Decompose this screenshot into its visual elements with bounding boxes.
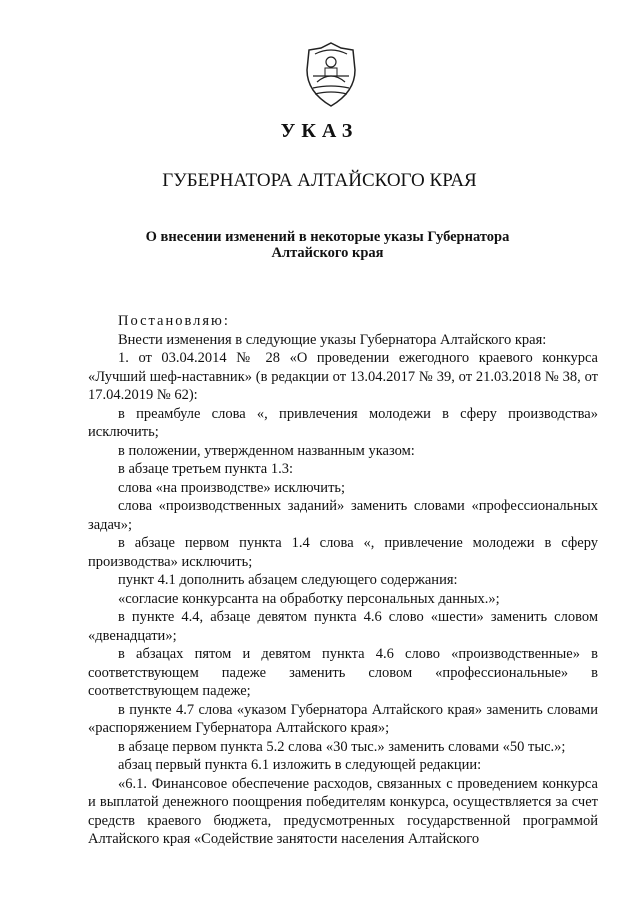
document-body [88,312,598,849]
document-heading: О внесении изменений в некоторые указы Губернатора Алтайского края [145,229,510,261]
paragraph: «согласие конкурсанта на обработку персональных данных.»; [118,590,500,607]
paragraph: в абзаце третьем пункта 1.3: [118,461,294,477]
paragraph: пункт 4.1 дополнить абзацем следующего содержания: [118,572,458,588]
paragraph: 1. от 03.04.2014 № 28 «О проведении ежегодного краевого конкурса «Лучший шеф-наставник» (в редакции от 13.04.2017 № 39, от 21.03.2018 № 38, от 17.04.2019 № 62): [88,350,598,403]
paragraph: в положении, утвержденном названным указом: [118,442,415,459]
paragraph: «6.1. Финансовое обеспечение расходов, связанных с проведением конкурса и выплатой денежного поощрения победителям конкурса, осуществляется за счет средств краевого бюджета, предусмотренных государственной программой Алтайского края «Содействие занятости населения Алтайского [88,775,598,847]
coat-of-arms-emblem [301,40,361,110]
paragraph: слова «производственных заданий» заменить словами «профессиональных задач»; [88,498,598,533]
paragraph: в пункте 4.7 слова «указом Губернатора Алтайского края» заменить словами «распоряжением Губернатора Алтайского края»; [88,701,598,736]
paragraph: в пункте 4.4, абзаце девятом пункта 4.6 слово «шести» заменить словом «двенадцати»; [88,609,598,644]
paragraph: в абзацах пятом и девятом пункта 4.6 слово «производственные» в соответствующем падеже заменить словом «профессиональные» в соответствующем падеже; [88,646,598,699]
paragraph: Внести изменения в следующие указы Губернатора Алтайского края: [118,331,547,348]
paragraph: абзац первый пункта 6.1 изложить в следующей редакции: [118,757,482,773]
paragraph: в абзаце первом пункта 1.4 слова «, привлечение молодежи в сферу производства» исключить; [88,535,598,570]
document-title: УКАЗ [280,120,359,142]
paragraph: в абзаце первом пункта 5.2 слова «30 тыс.» заменить словами «50 тыс.»; [118,738,566,755]
paragraph: в преамбуле слова «, привлечения молодежи в сферу производства» исключить; [88,405,598,440]
paragraph: слова «на производстве» исключить; [118,479,346,496]
document-subtitle: ГУБЕРНАТОРА АЛТАЙСКОГО КРАЯ [162,170,477,191]
decree-preamble: Постановляю: [118,313,230,329]
